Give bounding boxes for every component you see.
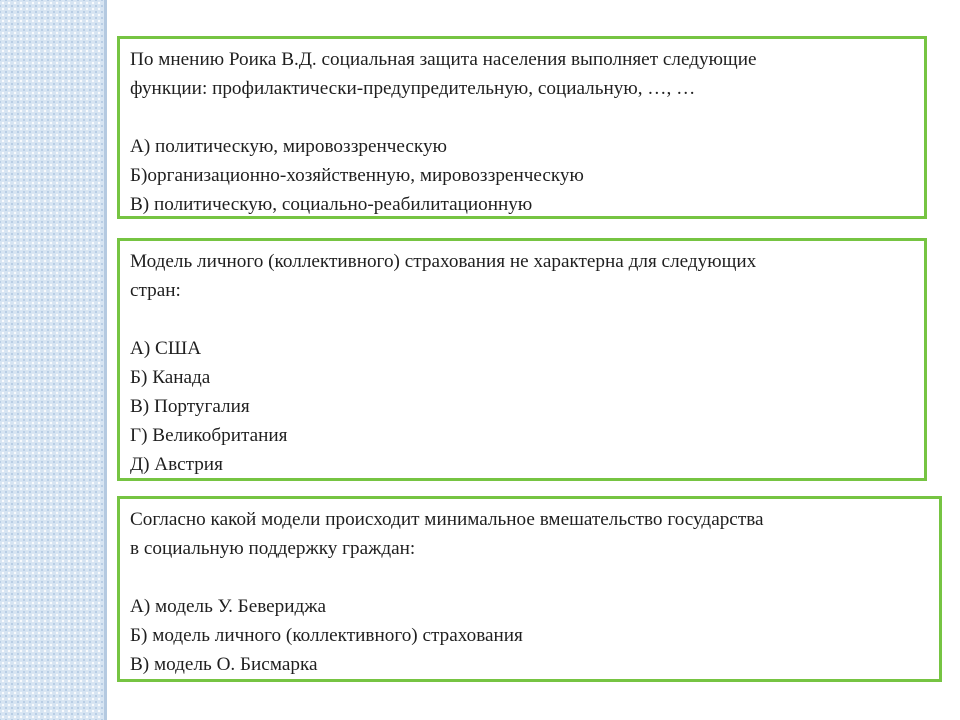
question-1-option-b: Б)организационно-хозяйственную, мировоззренческую [130, 165, 584, 186]
question-1-line-1: По мнению Роика В.Д. социальная защита населения выполняет следующие [130, 49, 757, 70]
question-box-2 [117, 238, 927, 481]
question-3-option-b: Б) модель личного (коллективного) страхования [130, 625, 523, 646]
question-box-1 [117, 36, 927, 219]
question-1-option-a: А) политическую, мировоззренческую [130, 136, 447, 157]
question-1-line-2: функции: профилактически-предупредительную, социальную, …, … [130, 78, 696, 99]
question-2-option-b: Б) Канада [130, 367, 211, 388]
question-2-line-1: Модель личного (коллективного) страхования не характерна для следующих [130, 251, 757, 272]
question-2-option-d: Г) Великобритания [130, 425, 288, 446]
question-2-option-e: Д) Австрия [130, 454, 223, 475]
question-box-3 [117, 496, 942, 682]
spacer [130, 563, 929, 592]
question-3-option-c: В) модель О. Бисмарка [130, 654, 318, 675]
side-strip-edge [104, 0, 107, 720]
spacer [130, 305, 914, 334]
decorative-side-strip [0, 0, 104, 720]
spacer [130, 103, 914, 132]
question-2-line-2: стран: [130, 280, 181, 301]
question-1-option-c: В) политическую, социально-реабилитационную [130, 194, 533, 215]
question-3-option-a: А) модель У. Бевериджа [130, 596, 327, 617]
question-2-option-c: В) Португалия [130, 396, 250, 417]
question-2-option-a: А) США [130, 338, 202, 359]
question-3-line-1: Согласно какой модели происходит минимальное вмешательство государства [130, 509, 764, 530]
question-3-line-2: в социальную поддержку граждан: [130, 538, 416, 559]
